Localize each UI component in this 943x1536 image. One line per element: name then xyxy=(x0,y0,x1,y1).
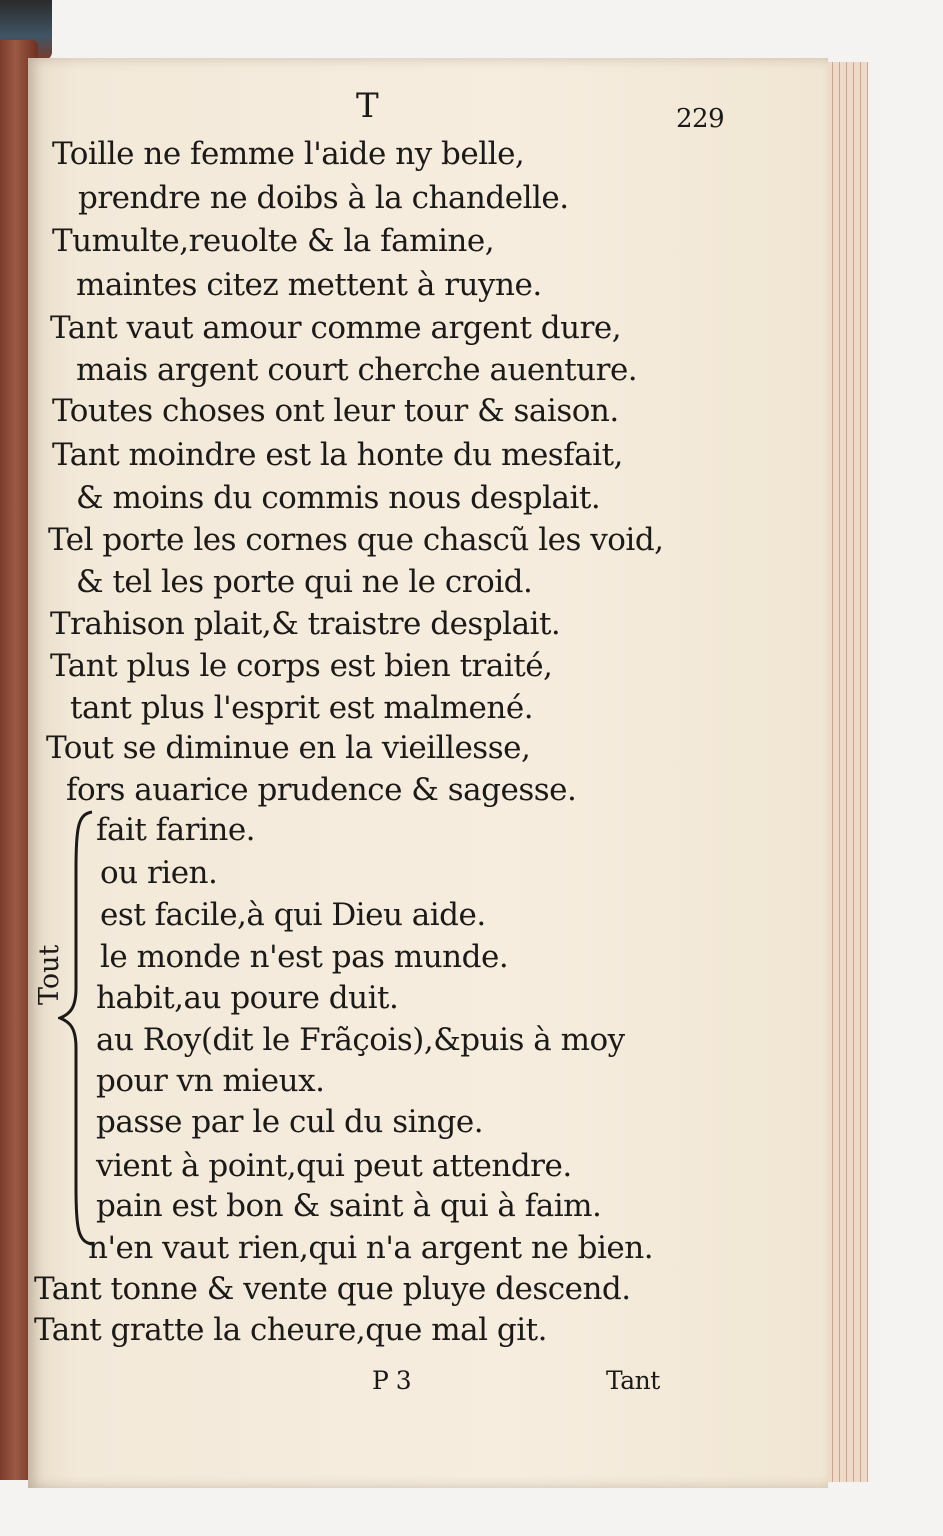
tout-item: vient à point,qui peut attendre. xyxy=(96,1148,572,1184)
tout-item: habit,au poure duit. xyxy=(96,980,399,1016)
tout-item: est facile,à qui Dieu aide. xyxy=(100,897,486,933)
tout-item: pain est bon & saint à qui à faim. xyxy=(96,1188,602,1224)
proverb-line: Toille ne femme l'aide ny belle, xyxy=(52,136,525,172)
tout-label: Tout xyxy=(34,944,65,1005)
proverb-line: tant plus l'esprit est malmené. xyxy=(70,690,534,726)
proverb-line: Tant vaut amour comme argent dure, xyxy=(50,310,622,346)
proverb-line: maintes citez mettent à ruyne. xyxy=(76,267,542,303)
catchword: Tant xyxy=(606,1366,660,1395)
proverb-line: Toutes choses ont leur tour & saison. xyxy=(52,393,619,429)
proverb-line: Tel porte les cornes que chascũ les void, xyxy=(48,522,664,558)
proverb-line: fors auarice prudence & sagesse. xyxy=(66,772,577,808)
page-edge xyxy=(840,62,847,1482)
page-edge xyxy=(833,62,840,1482)
page-edge xyxy=(861,62,868,1482)
proverb-line: Tant moindre est la honte du mesfait, xyxy=(52,437,623,473)
curly-brace xyxy=(58,808,98,1248)
closing-proverb: Tant tonne & vente que pluye descend. xyxy=(34,1271,631,1307)
closing-proverb: Tant gratte la cheure,que mal git. xyxy=(34,1312,547,1348)
proverb-line: mais argent court cherche auenture. xyxy=(76,352,638,388)
running-head: T xyxy=(356,86,379,126)
tout-item: ou rien. xyxy=(100,855,218,891)
proverb-line: Tant plus le corps est bien traité, xyxy=(50,648,553,684)
signature-mark: P 3 xyxy=(372,1366,412,1395)
tout-item: au Roy(dit le Frãçois),&puis à moy xyxy=(96,1022,625,1058)
tout-item: n'en vaut rien,qui n'a argent ne bien. xyxy=(88,1230,654,1266)
proverb-line: Tumulte,reuolte & la famine, xyxy=(52,223,495,259)
proverb-line: Tout se diminue en la vieillesse, xyxy=(46,730,531,766)
tout-item: passe par le cul du singe. xyxy=(96,1104,484,1140)
tout-item: le monde n'est pas munde. xyxy=(100,939,509,975)
proverb-line: Trahison plait,& traistre desplait. xyxy=(50,606,561,642)
tout-item: pour vn mieux. xyxy=(96,1063,325,1099)
proverb-line: & tel les porte qui ne le croid. xyxy=(76,564,533,600)
page-edge xyxy=(847,62,854,1482)
tout-item: fait farine. xyxy=(96,812,256,848)
folio-number: 229 xyxy=(676,104,725,134)
proverb-line: & moins du commis nous desplait. xyxy=(76,480,601,516)
page-edge xyxy=(854,62,861,1482)
proverb-line: prendre ne doibs à la chandelle. xyxy=(78,180,569,216)
